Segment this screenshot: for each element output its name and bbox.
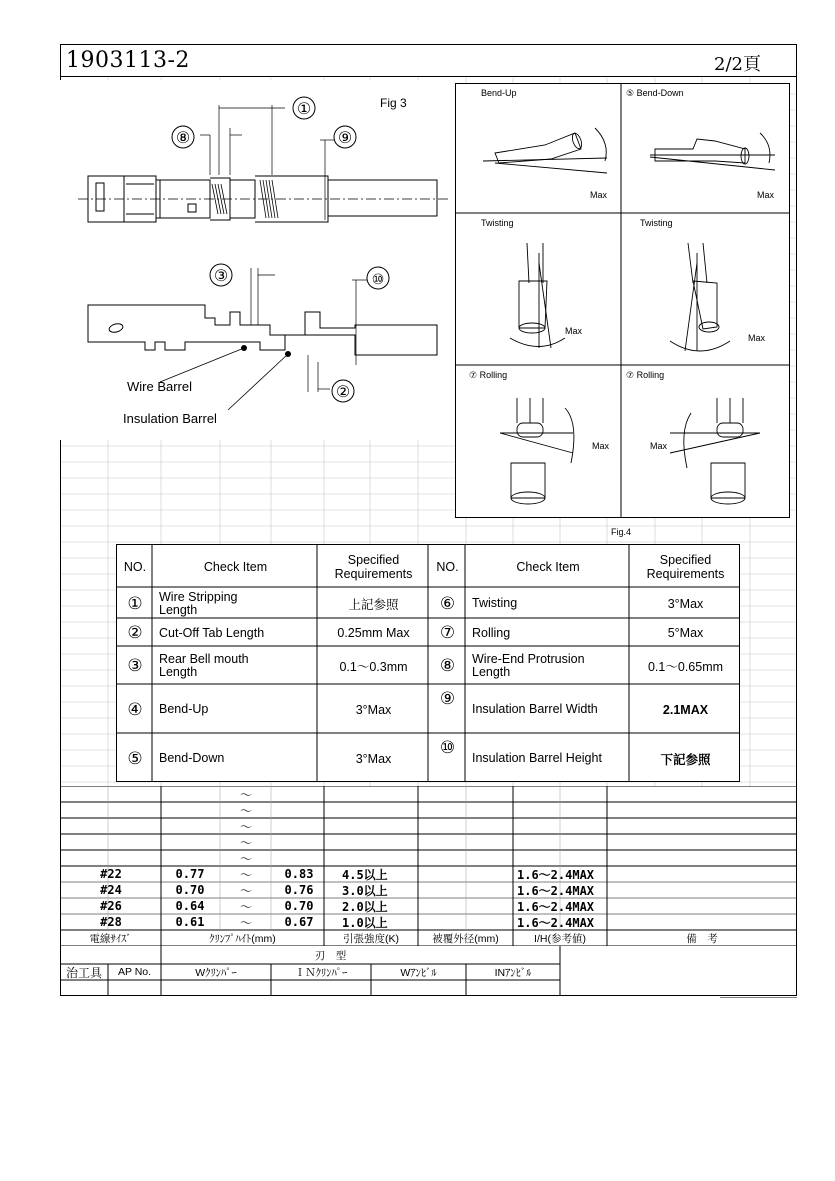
wire-size: #28 bbox=[100, 915, 122, 929]
crimp-height-max: 0.76 bbox=[284, 883, 314, 897]
header-crimp-height: ｸﾘﾝﾌﾟﾊｲﾄ(mm) bbox=[209, 932, 276, 945]
svg-text:②: ② bbox=[335, 384, 351, 401]
check-req-left: 3°Max bbox=[355, 702, 392, 717]
fig4-panel-2-title: ⑤ Bend-Down bbox=[626, 88, 684, 98]
ap-no-label: AP No. bbox=[117, 966, 152, 978]
ih-reference: 1.6～2.4MAX bbox=[517, 867, 595, 882]
check-item-right: Rolling bbox=[472, 625, 511, 640]
tilde-separator: ～ bbox=[239, 835, 252, 850]
fig4-panel-3-title: Twisting bbox=[481, 218, 514, 228]
check-item-right: Insulation Barrel Width bbox=[472, 702, 598, 716]
w-anvil-label: Wｱﾝﾋﾞﾙ bbox=[400, 966, 437, 979]
check-no-right: ⑩ bbox=[439, 738, 456, 757]
tensile-strength: 2.0以上 bbox=[342, 899, 388, 914]
w-crimper-label: Wｸﾘﾝﾊﾟｰ bbox=[195, 966, 237, 979]
check-item-left: Cut-Off Tab Length bbox=[159, 625, 265, 640]
tilde-separator: ～ bbox=[239, 899, 252, 914]
check-item-left: Bend-Up bbox=[159, 702, 209, 716]
check-req-left: 上記参照 bbox=[348, 597, 399, 612]
check-item-right: Insulation Barrel Height bbox=[472, 751, 602, 765]
check-item-right: Twisting bbox=[472, 596, 518, 610]
tilde-separator: ～ bbox=[239, 867, 252, 882]
insulation-barrel-label: Insulation Barrel bbox=[123, 411, 217, 426]
wire-barrel-label: Wire Barrel bbox=[127, 379, 193, 394]
blade-type-label: 刃 型 bbox=[314, 949, 347, 962]
crimp-height-min: 0.70 bbox=[175, 883, 205, 897]
page-number: 2/2頁 bbox=[714, 54, 761, 75]
check-req-left: 0.1～0.3mm bbox=[339, 660, 408, 674]
svg-text:Max: Max bbox=[590, 190, 608, 200]
ih-reference: 1.6～2.4MAX bbox=[517, 915, 595, 930]
tensile-strength: 4.5以上 bbox=[342, 867, 388, 882]
header-ih: I/H(参考値) bbox=[534, 932, 586, 945]
fig4-panel-6-title: ⑦ Rolling bbox=[626, 370, 665, 380]
check-req-left: 3°Max bbox=[355, 751, 392, 766]
check-item-left: Rear Bell mouth Length bbox=[159, 652, 249, 679]
tilde-separator: ～ bbox=[239, 819, 252, 834]
svg-text:③: ③ bbox=[213, 268, 229, 285]
tooling-label: 治工具 bbox=[65, 965, 102, 980]
in-anvil-label: INｱﾝﾋﾞﾙ bbox=[494, 966, 532, 979]
header-remarks: 備 考 bbox=[686, 932, 718, 945]
header-wire-size: 電線ｻｲｽﾞ bbox=[89, 932, 132, 945]
svg-text:Max: Max bbox=[565, 326, 583, 336]
fig4-label: Fig.4 bbox=[611, 527, 632, 537]
ih-reference: 1.6～2.4MAX bbox=[517, 883, 595, 898]
part-number: 1903113-2 bbox=[66, 48, 190, 73]
fig3-drawing bbox=[60, 80, 455, 440]
ih-reference: 1.6～2.4MAX bbox=[517, 899, 595, 914]
crimp-height-min: 0.61 bbox=[175, 915, 205, 929]
check-item-right: Wire-End Protrusion Length bbox=[472, 652, 585, 679]
in-crimper-label: ＩＮｸﾘﾝﾊﾟｰ bbox=[294, 966, 348, 979]
svg-text:Max: Max bbox=[592, 441, 610, 451]
header-req-right: Specified Requirements bbox=[646, 552, 725, 581]
svg-text:①: ① bbox=[296, 101, 312, 118]
svg-text:Max: Max bbox=[650, 441, 668, 451]
crimp-height-max: 0.83 bbox=[284, 867, 314, 881]
svg-text:Max: Max bbox=[748, 333, 766, 343]
check-no-right: ⑥ bbox=[439, 593, 456, 613]
crimp-height-min: 0.64 bbox=[175, 899, 205, 913]
crimp-height-min: 0.77 bbox=[175, 867, 205, 881]
tilde-separator: ～ bbox=[239, 851, 252, 866]
header-item-right: Check Item bbox=[516, 559, 580, 574]
header-outer-dia: 被覆外径(mm) bbox=[432, 932, 499, 945]
fig4-panel-1-title: Bend-Up bbox=[481, 88, 517, 98]
check-no-right: ⑨ bbox=[439, 689, 456, 708]
crimp-height-max: 0.70 bbox=[284, 899, 314, 913]
check-item-table bbox=[116, 544, 740, 782]
check-req-right: 0.1～0.65mm bbox=[647, 660, 724, 674]
tensile-strength: 3.0以上 bbox=[342, 883, 388, 898]
check-no-left: ① bbox=[127, 593, 143, 613]
check-req-left: 0.25mm Max bbox=[337, 626, 410, 640]
crimp-height-max: 0.67 bbox=[284, 915, 314, 929]
header-no-left: NO. bbox=[123, 559, 147, 574]
check-no-right: ⑦ bbox=[439, 623, 456, 642]
check-req-right: 3°Max bbox=[667, 596, 704, 611]
check-no-left: ③ bbox=[127, 656, 143, 675]
fig4-drawing bbox=[455, 83, 791, 538]
fig4-panel-5-title: ⑦ Rolling bbox=[469, 370, 508, 380]
header-item-left: Check Item bbox=[203, 559, 268, 574]
tilde-separator: ～ bbox=[239, 803, 252, 818]
fig3-label: Fig 3 bbox=[380, 96, 407, 110]
check-req-right: 2.1MAX bbox=[662, 702, 709, 717]
check-no-right: ⑧ bbox=[439, 656, 456, 675]
fig4-panel-4-title: Twisting bbox=[640, 218, 673, 228]
tensile-strength: 1.0以上 bbox=[342, 915, 388, 930]
check-item-left: Wire Stripping Length bbox=[159, 589, 238, 617]
tilde-separator: ～ bbox=[239, 883, 252, 898]
svg-text:⑩: ⑩ bbox=[371, 271, 385, 287]
wire-size: #26 bbox=[100, 899, 122, 913]
tilde-separator: ～ bbox=[239, 915, 252, 930]
check-req-right: 5°Max bbox=[667, 626, 704, 640]
check-item-left: Bend-Down bbox=[159, 751, 225, 765]
header-req-left: Specified Requirements bbox=[334, 552, 413, 581]
title-divider bbox=[60, 76, 797, 77]
wire-size: #22 bbox=[100, 867, 122, 881]
header-no-right: NO. bbox=[436, 559, 459, 574]
check-no-left: ④ bbox=[127, 699, 143, 719]
svg-text:Max: Max bbox=[757, 190, 775, 200]
tilde-separator: ～ bbox=[239, 787, 252, 802]
check-req-right: 下記参照 bbox=[660, 752, 711, 767]
svg-text:⑧: ⑧ bbox=[175, 130, 191, 147]
header-tensile: 引張強度(K) bbox=[343, 932, 399, 945]
svg-text:⑨: ⑨ bbox=[337, 130, 353, 147]
check-no-left: ⑤ bbox=[127, 748, 143, 768]
check-no-left: ② bbox=[127, 623, 143, 642]
wire-size: #24 bbox=[100, 883, 122, 897]
